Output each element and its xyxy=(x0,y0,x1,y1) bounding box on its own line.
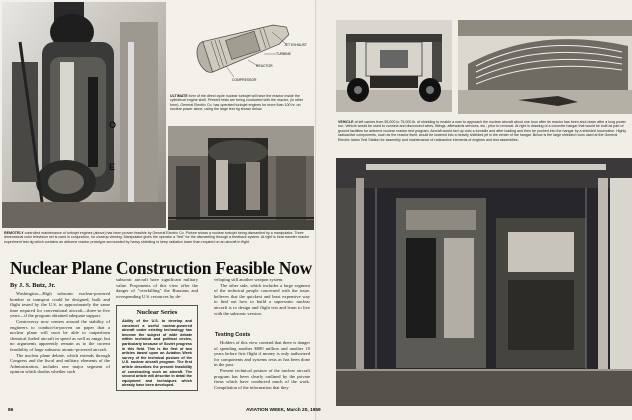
reactor-test-rig-photo xyxy=(168,126,314,230)
engine-letter-e: E xyxy=(109,162,116,172)
hangar-illustration xyxy=(458,20,632,114)
paragraph: Washington—High subsonic nuclear-powered bomber or transport could be designed, built and flight tested by the U.S. in approximately the same time required for conventional aircraft—three-to-five years—if the program obtained adequate support. xyxy=(10,291,110,319)
article-headline: Nuclear Plane Construction Feasible Now xyxy=(10,258,312,278)
paragraph: Present technical posture of the nuclear aircraft program has been clearly outlined by the private firms which have conducted much of the work. Compilation of the information that they xyxy=(214,367,310,390)
label-turbine: TURBINE xyxy=(276,52,291,56)
paragraph: Holders of this view contend that there is danger of spending another $800 million and another 10 years before first flight if money is only authorized for components and systems tests as has been done in the past. xyxy=(214,340,310,368)
sidebar-text: Ability of the U.S. to develop and construct a useful nuclear-powered aircraft under existing technology has become the subject of wide debate within technical and political circles, particularly because of Soviet progress in this field. This is the first of two articles based upon an Aviation Week survey of the technical posture of the U.S. nuclear aircraft program. The first article describes the present feasibility of constructing such an aircraft. The second article will describe in detail the equipment and techniques which already have been developed. xyxy=(122,319,192,388)
engine-dismantling-illustration xyxy=(2,2,166,228)
remotely-caption: REMOTELY controlled maintenance of turbojet engines (above) has been proven feasible by General Electric Co. Picture shows a nuclear turbojet being dismantled by a manipulator. Three dimensional color television set is used in conjunction, for closeup viewing. Manipulator gives the operator a "feel" for the dismantling through a feedback system. At right is heat transfer reactor experiment test rig which contains an airborne reactor prototype surrounded by heavy shielding to keep radiation lower than required on an aircraft in flight. xyxy=(4,231,310,244)
article-column-1 xyxy=(10,291,110,405)
article-column-3 xyxy=(214,277,310,331)
paragraph: Controversy now centers around the stability of engineers to conduct-in-proven on paper that a nuclear plane will soon be able to outperform chemical fueled aircraft in speed as well as range, but no arguments apparently remain as to the current feasibility of large subsonic atomic-powered aircraft. xyxy=(10,318,110,352)
paragraph: veloping still another weapon system. xyxy=(214,277,284,282)
paragraph: subsonic aircraft have significant military value. Proponents of this view offer the danger of "overkilling" the Russians and overspending U.S. resources by de- xyxy=(116,277,198,299)
shielded-vehicle-photo xyxy=(336,20,452,112)
paragraph: The other side, which includes a large segment of the technical people concerned with the issue, believes that the quickest and least expensive way to find out how to build a supersonic nuclear aircraft is to design and flight test and learn to live with the subsonic version. xyxy=(214,282,310,316)
testing-costs-subhead: Testing Costs xyxy=(215,332,251,338)
issue-date-folio: AVIATION WEEK, March 20, 1959 xyxy=(246,408,321,413)
label-reactor: REACTOR xyxy=(256,64,273,68)
vehicle-illustration xyxy=(336,20,452,112)
shielded-room-photo xyxy=(336,158,632,406)
article-column-2 xyxy=(116,277,198,303)
ultimate-caption: ULTIMATE form of the direct cycle nuclear turbojet will have the reactor inside the cylindrical engine shell. Present tests are being conducted with the reactor, (in other form). General Electric Co. has operated turbojet engines for more than 100 hr. on nuclear power alone, using the large test rig shown below. xyxy=(170,94,304,112)
test-rig-illustration xyxy=(168,126,314,230)
page-number-left: 86 xyxy=(8,408,14,413)
nuclear-series-sidebar xyxy=(116,305,198,391)
paragraph: The nuclear plane debate, which extends through Congress and the fiscal and military elements of the Administration, includes one major segment of opinion which doubts whether such xyxy=(10,352,110,375)
article-column-3-continued xyxy=(214,340,310,406)
article-byline: By J. S. Butz, Jr. xyxy=(10,282,56,289)
engine-letter-o: O xyxy=(109,120,117,130)
sidebar-title: Nuclear Series xyxy=(136,309,178,316)
label-compressor: COMPRESSOR xyxy=(232,78,257,82)
vehicle-caption: VEHICLE at left carries from 55,000 to 75,000 lb. of shielding to enable a man to approach the nuclear aircraft about one hour after its reactor has been shut down after a long power run. Vehicle would be used to connect and disconnect wires, fittings, afterwards services, etc., prior to removal. At right is drawing of a concrete hangar that would be built as part of ground facilities for airborne nuclear reactor test program. Aircraft would taxi up onto a turnstile and after loading and then be pushed into the hangar by a shielded locomotive. Highly radioactive components, such as the reactor itself, would be lowered into a heavily shielded pit in the center of the hangar. Below is the large shielded room used at the General Electric Idaho Test Station for assembly and maintenance of radioactive elements of engines and test assemblies. xyxy=(338,120,627,142)
shielded-room-illustration xyxy=(336,158,632,406)
label-jet-exhaust: JET EXHAUST xyxy=(284,43,307,47)
engine-dismantling-photo xyxy=(2,2,166,228)
concrete-hangar-drawing xyxy=(458,20,632,114)
nuclear-turbojet-cutaway-diagram xyxy=(168,2,314,90)
